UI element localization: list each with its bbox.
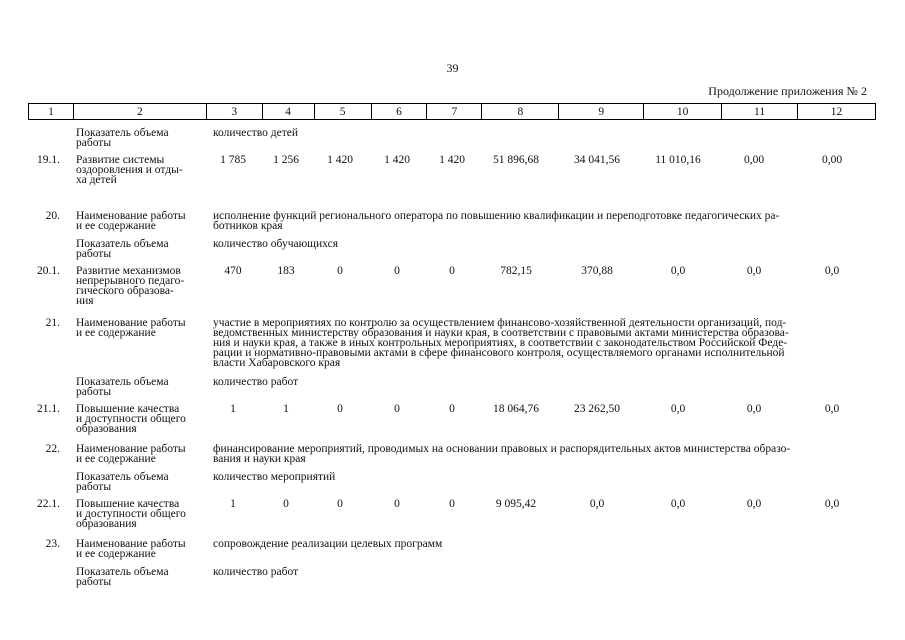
row-label-line: Развитие системы [76, 154, 165, 166]
value-cell: 1 420 [439, 154, 465, 166]
row-label-line: и доступности общего [76, 508, 186, 520]
value-cell: 0 [394, 265, 400, 277]
row-number: 21.1. [37, 403, 60, 415]
value-cell: 0,0 [589, 498, 605, 510]
row-label-line: Показатель объема [76, 376, 169, 388]
row-number: 22.1. [37, 498, 60, 510]
row-label-line: Повышение качества [76, 498, 180, 510]
value-cell: 0,0 [670, 403, 686, 415]
description-line: количество обучающихся [213, 238, 338, 250]
value-cell: 1 420 [384, 154, 410, 166]
value-cell: 1 [283, 403, 289, 415]
value-cell: 0 [449, 403, 455, 415]
row-number: 20.1. [37, 265, 60, 277]
row-label-line: ния [76, 295, 94, 307]
row-label-line: и ее содержание [76, 453, 156, 465]
row-number: 19.1. [37, 154, 60, 166]
row-label-line: непрерывного педаго- [76, 275, 185, 287]
column-header: 3 [206, 104, 262, 120]
value-cell: 0,0 [746, 403, 762, 415]
value-cell: 0,00 [821, 154, 843, 166]
row-label-line: Наименование работы [76, 317, 186, 329]
row-label-line: ха детей [76, 174, 117, 186]
value-cell: 23 262,50 [574, 403, 620, 415]
value-cell: 51 896,68 [493, 154, 539, 166]
row-label-line: работы [76, 248, 112, 260]
column-header: 8 [482, 104, 559, 120]
value-cell: 9 095,42 [495, 498, 537, 510]
column-header: 4 [262, 104, 314, 120]
value-cell: 1 785 [220, 154, 246, 166]
column-header: 10 [644, 104, 722, 120]
column-header: 5 [314, 104, 371, 120]
description-line: количество детей [213, 127, 299, 139]
column-header: 2 [73, 104, 206, 120]
description-line: количество мероприятий [213, 471, 336, 483]
value-cell: 0 [394, 498, 400, 510]
value-cell: 0 [394, 403, 400, 415]
row-label-line: и ее содержание [76, 327, 156, 339]
row-label-line: и доступности общего [76, 413, 186, 425]
row-label-line: и ее содержание [76, 548, 156, 560]
column-header-row [28, 103, 876, 120]
value-cell: 0 [449, 498, 455, 510]
column-header: 6 [371, 104, 427, 120]
value-cell: 782,15 [500, 265, 532, 277]
value-cell: 0,0 [746, 265, 762, 277]
row-number: 22. [45, 443, 60, 455]
row-label-line: гического образова- [76, 285, 174, 297]
column-header: 12 [798, 104, 876, 120]
value-cell: 1 [230, 498, 236, 510]
row-number: 20. [45, 210, 60, 222]
row-label-line: Повышение качества [76, 403, 180, 415]
row-label-line: работы [76, 481, 112, 493]
row-label-line: Показатель объема [76, 566, 169, 578]
value-cell: 0,0 [824, 403, 840, 415]
row-label-line: работы [76, 386, 112, 398]
value-cell: 1 256 [273, 154, 299, 166]
row-label-line: Показатель объема [76, 238, 169, 250]
value-cell: 1 420 [327, 154, 353, 166]
page-number: 39 [446, 61, 459, 75]
description-line: вания и науки края [213, 453, 306, 465]
column-header: 1 [29, 104, 74, 120]
value-cell: 0,0 [670, 265, 686, 277]
row-label-line: Показатель объема [76, 127, 169, 139]
description-line: сопровождение реализации целевых программ [213, 538, 443, 550]
column-header: 11 [722, 104, 798, 120]
row-number: 23. [45, 538, 60, 550]
description-line: власти Хабаровского края [213, 357, 341, 369]
row-label-line: Показатель объема [76, 471, 169, 483]
value-cell: 34 041,56 [574, 154, 620, 166]
row-label-line: работы [76, 576, 112, 588]
value-cell: 0 [337, 498, 343, 510]
description-line: рации и нормативно-правовыми актами в сфере финансового контроля, осуществляемого органами исполнительной [213, 347, 785, 359]
value-cell: 11 010,16 [655, 154, 701, 166]
continuation-note: Продолжение приложения № 2 [708, 84, 867, 98]
description-line: исполнение функций регионального оператора по повышению квалификации и переподготовке педагогических ра- [213, 210, 780, 222]
description-line: ведомственных министерству образования и науки края, в соответствии с правовыми актами министерства образова- [213, 327, 789, 339]
value-cell: 18 064,76 [493, 403, 539, 415]
value-cell: 0 [337, 265, 343, 277]
value-cell: 1 [230, 403, 236, 415]
column-header: 7 [427, 104, 482, 120]
row-label-line: работы [76, 137, 112, 149]
row-label-line: образования [76, 423, 137, 435]
value-cell: 0,0 [824, 265, 840, 277]
value-cell: 0,0 [746, 498, 762, 510]
description-line: ния и науки края, а также в иных контрольных мероприятиях, в соответствии с законодательством Российской Феде- [213, 337, 788, 349]
row-number: 21. [45, 317, 60, 329]
value-cell: 0,00 [743, 154, 765, 166]
value-cell: 0,0 [824, 498, 840, 510]
value-cell: 0 [337, 403, 343, 415]
row-label-line: Наименование работы [76, 443, 186, 455]
value-cell: 0 [283, 498, 289, 510]
value-cell: 183 [277, 265, 295, 277]
value-cell: 370,88 [581, 265, 613, 277]
row-label-line: Наименование работы [76, 210, 186, 222]
column-header: 9 [559, 104, 644, 120]
row-label-line: Наименование работы [76, 538, 186, 550]
description-line: участие в мероприятиях по контролю за осуществлением финансово-хозяйственной деятельности организаций, под- [213, 317, 787, 329]
description-line: количество работ [213, 376, 299, 388]
description-line: финансирование мероприятий, проводимых на основании правовых и распорядительных актов министерства образо- [213, 443, 791, 455]
value-cell: 0 [449, 265, 455, 277]
row-label-line: оздоровления и отды- [76, 164, 183, 176]
row-label-line: Развитие механизмов [76, 265, 181, 277]
value-cell: 470 [224, 265, 242, 277]
value-cell: 0,0 [670, 498, 686, 510]
row-label-line: и ее содержание [76, 220, 156, 232]
description-line: количество работ [213, 566, 299, 578]
row-label-line: образования [76, 518, 137, 530]
description-line: ботников края [213, 220, 283, 232]
